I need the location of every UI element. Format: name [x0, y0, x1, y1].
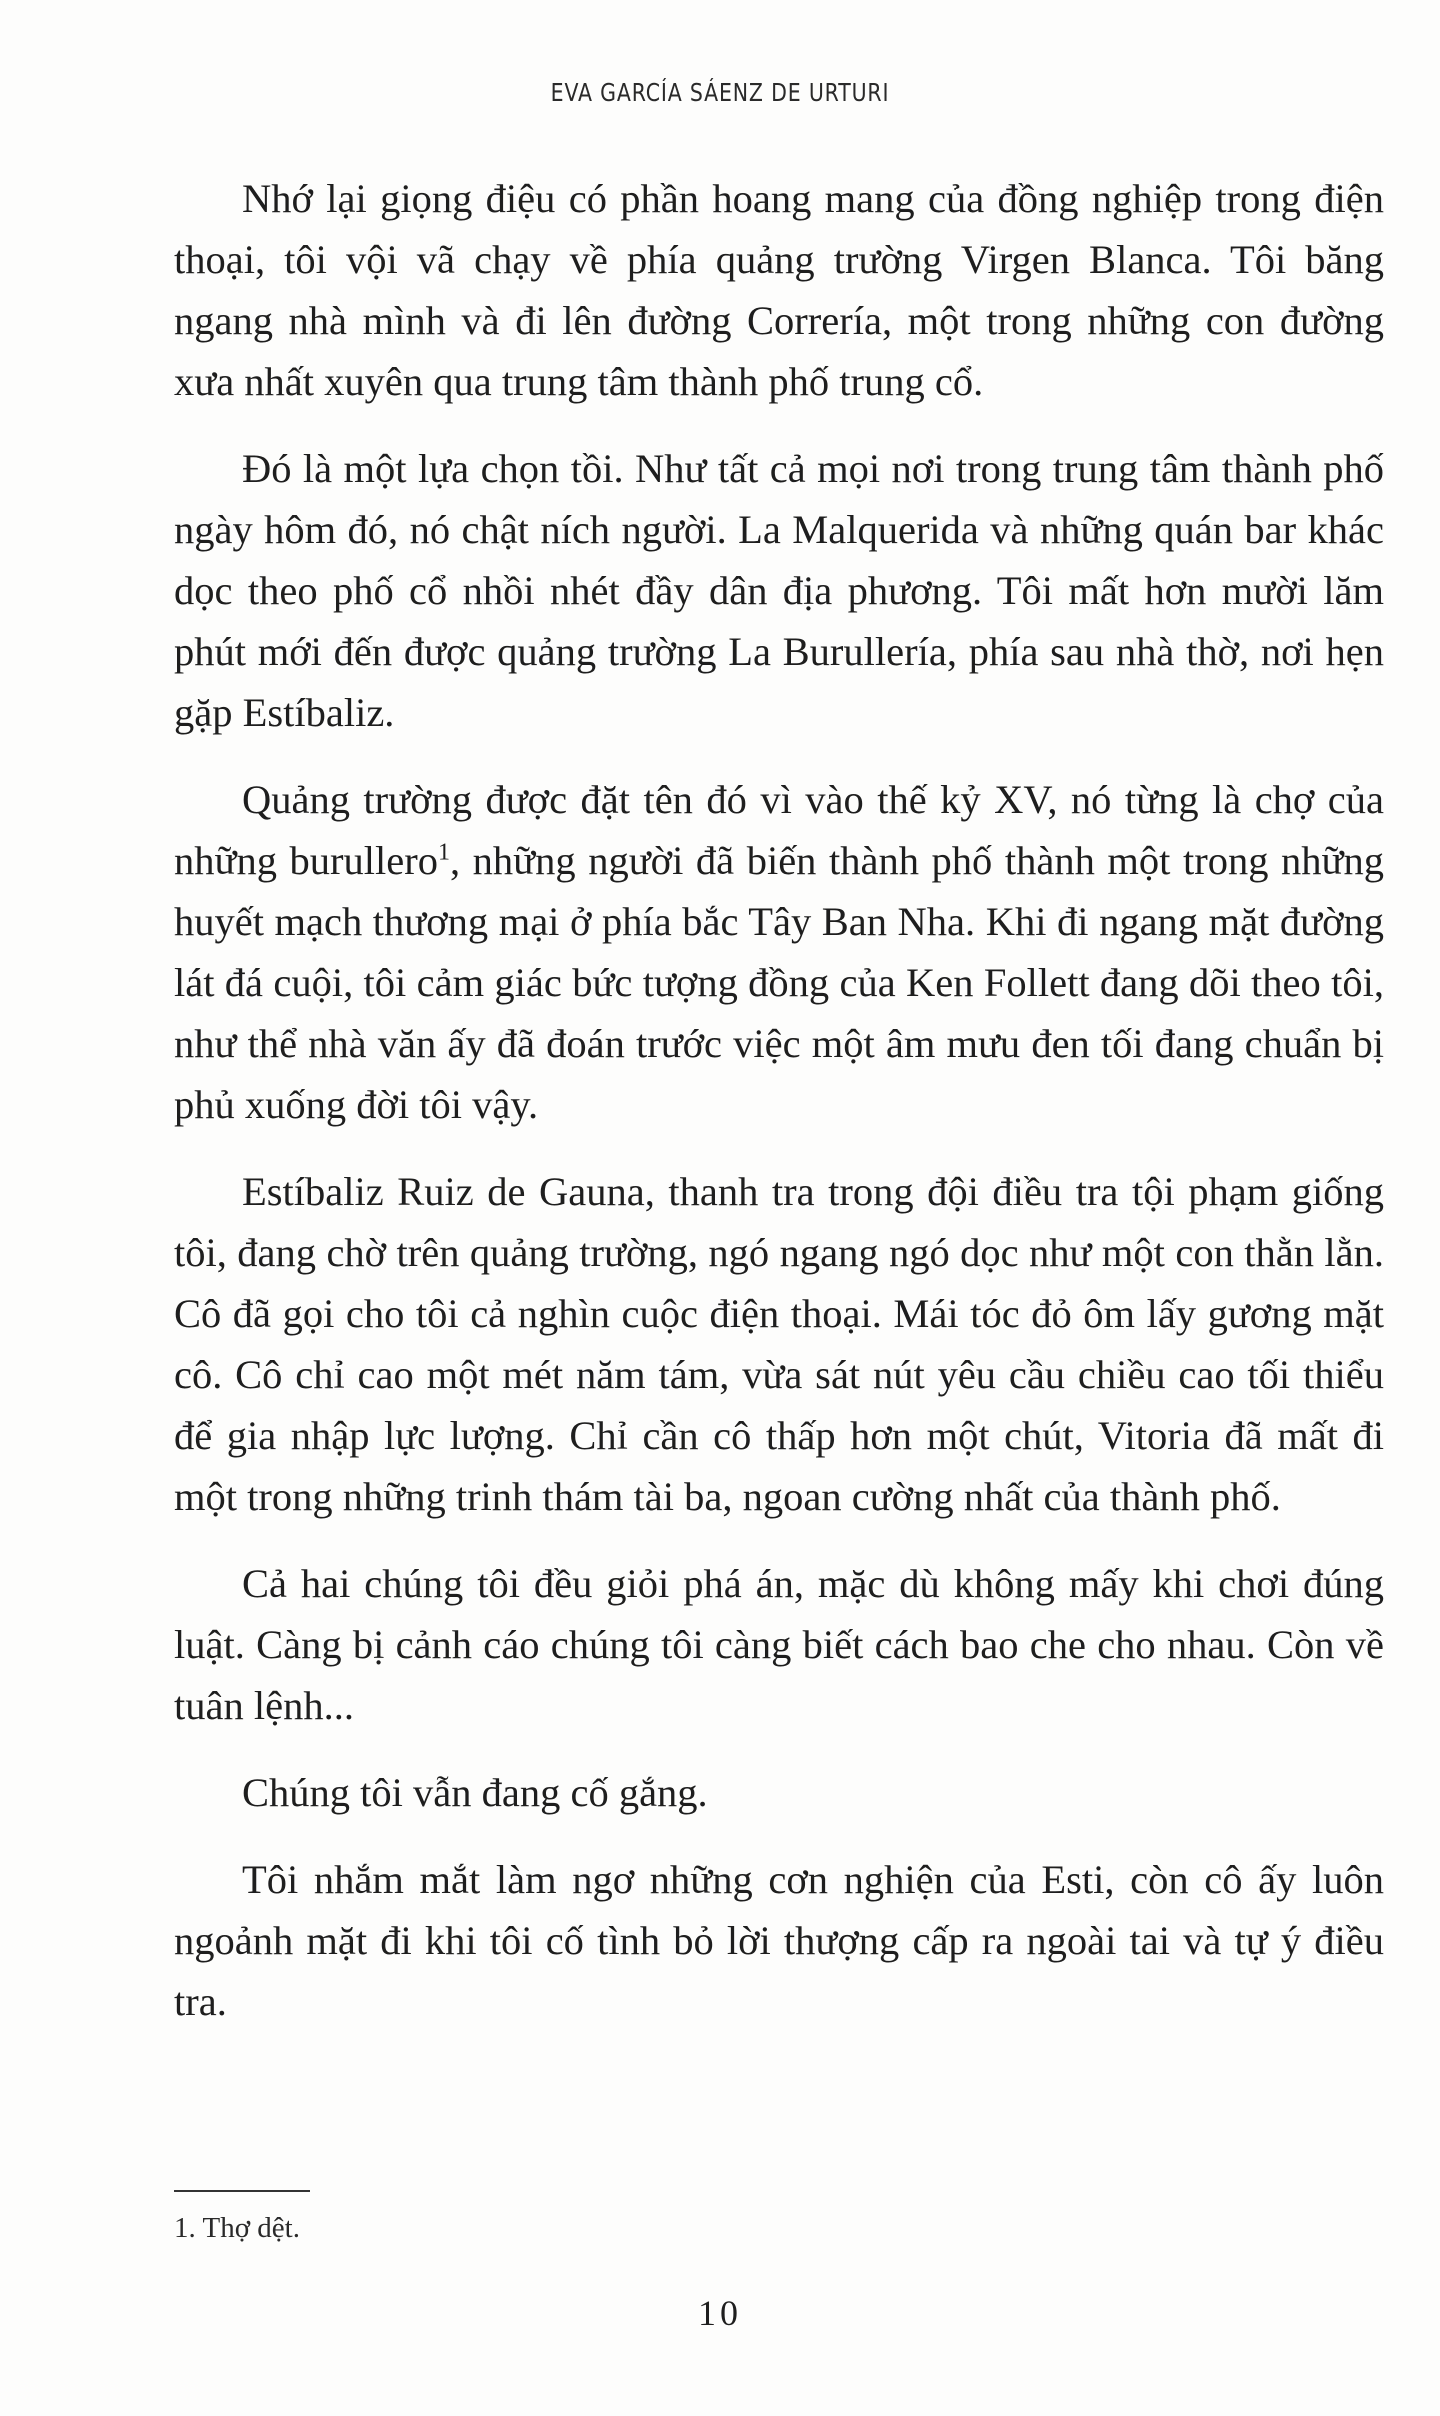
paragraph-3: [174, 769, 1384, 1135]
footnote-reference: 1: [437, 839, 450, 866]
page-number: 10: [698, 2293, 742, 2333]
body-text: [174, 168, 1384, 2058]
running-header: EVA GARCÍA SÁENZ DE URTURI: [550, 78, 890, 107]
paragraph-7: Tôi nhắm mắt làm ngơ những cơn nghiện của Esti, còn cô ấy luôn ngoảnh mặt đi khi tôi cố tình bỏ lời thượng cấp ra ngoài tai và tự ý điều tra.: [174, 1857, 1384, 2024]
paragraph-1: Nhớ lại giọng điệu có phần hoang mang của đồng nghiệp trong điện thoại, tôi vội vã chạy về phía quảng trường Virgen Blanca. Tôi băng ngang nhà mình và đi lên đường Correría, một trong những con đường xưa nhất xuyên qua trung tâm thành phố trung cổ.: [174, 176, 1384, 404]
footnote-divider: [174, 2190, 310, 2192]
paragraph-2: Đó là một lựa chọn tồi. Như tất cả mọi nơi trong trung tâm thành phố ngày hôm đó, nó chật ních người. La Malquerida và những quán bar khác dọc theo phố cổ nhồi nhét đầy dân địa phương. Tôi mất hơn mười lăm phút mới đến được quảng trường La Burullería, phía sau nhà thờ, nơi hẹn gặp Estíbaliz.: [174, 446, 1384, 735]
paragraph-3-text-a: Quảng trường được đặt tên đó vì vào thế kỷ XV, nó từng là chợ của những burullero: [174, 777, 1384, 883]
footnote: 1. Thợ dệt.: [174, 2212, 300, 2244]
paragraph-6: Chúng tôi vẫn đang cố gắng.: [242, 1770, 708, 1815]
paragraph-4: Estíbaliz Ruiz de Gauna, thanh tra trong đội điều tra tội phạm giống tôi, đang chờ trên quảng trường, ngó ngang ngó dọc như một con thằn lằn. Cô đã gọi cho tôi cả nghìn cuộc điện thoại. Mái tóc đỏ ôm lấy gương mặt cô. Cô chỉ cao một mét năm tám, vừa sát nút yêu cầu chiều cao tối thiểu để gia nhập lực lượng. Chỉ cần cô thấp hơn một chút, Vitoria đã mất đi một trong những trinh thám tài ba, ngoan cường nhất của thành phố.: [174, 1169, 1384, 1519]
paragraph-3-text-b: , những người đã biến thành phố thành một trong những huyết mạch thương mại ở phía bắc Tây Ban Nha. Khi đi ngang mặt đường lát đá cuội, tôi cảm giác bức tượng đồng của Ken Follett đang dõi theo tôi, như thể nhà văn ấy đã đoán trước việc một âm mưu đen tối đang chuẩn bị phủ xuống đời tôi vậy.: [174, 838, 1384, 1127]
paragraph-5: Cả hai chúng tôi đều giỏi phá án, mặc dù không mấy khi chơi đúng luật. Càng bị cảnh cáo chúng tôi càng biết cách bao che cho nhau. Còn về tuân lệnh...: [174, 1561, 1384, 1728]
